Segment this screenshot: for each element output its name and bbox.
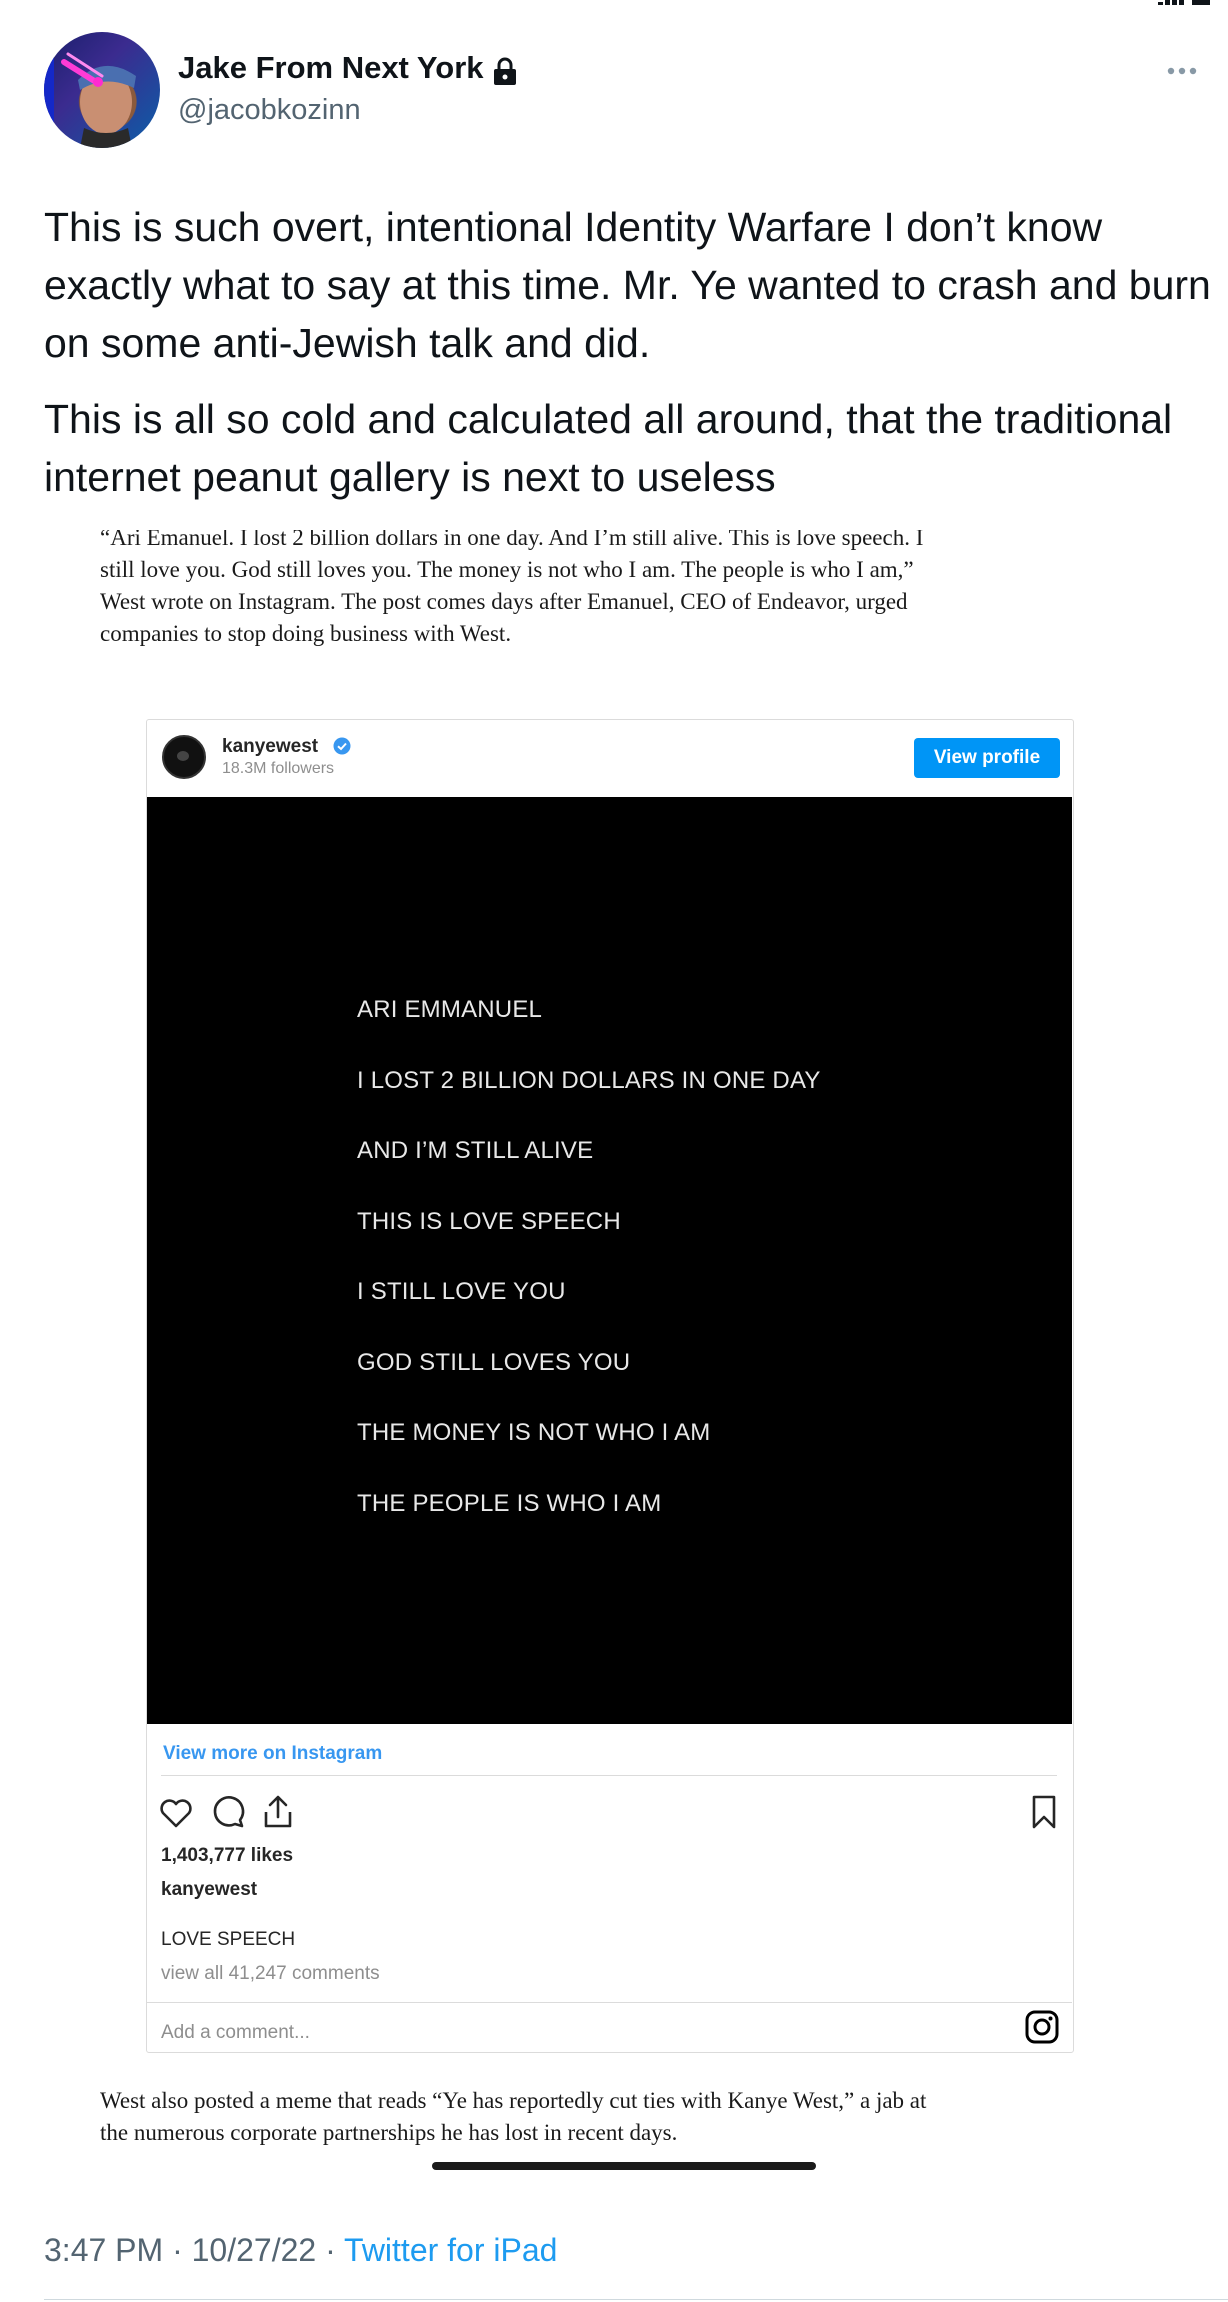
instagram-followers: 18.3M followers: [222, 760, 335, 777]
article-quote-clip: [44, 530, 1184, 700]
divider: [147, 2002, 1072, 2003]
more-options-icon[interactable]: [1166, 66, 1198, 76]
timestamp-text[interactable]: 3:47 PM · 10/27/22 ·: [44, 2232, 345, 2268]
divider: [44, 2299, 1228, 2300]
comment-icon: [209, 1793, 247, 1831]
image-text-line: I STILL LOVE YOU: [357, 1278, 566, 1305]
view-more-on-instagram-link: View more on Instagram: [163, 1743, 383, 1764]
view-profile-button: View profile: [914, 738, 1060, 778]
display-name[interactable]: Jake From Next York: [178, 50, 484, 85]
image-text-line: I LOST 2 BILLION DOLLARS IN ONE DAY: [357, 1067, 821, 1094]
view-comments-link: view all 41,247 comments: [161, 1963, 380, 1984]
home-indicator: [432, 2162, 816, 2170]
instagram-username: kanyewest: [222, 736, 319, 757]
status-bar-indicator: [1158, 0, 1218, 6]
instagram-embed: [146, 719, 1074, 2053]
instagram-post-image: [147, 797, 1072, 1724]
tweet-text-paragraph: This is all so cold and calculated all around, that the traditional internet peanut gallery is next to useless: [44, 396, 1173, 500]
attached-article-image[interactable]: [44, 530, 1184, 2180]
caption-username: kanyewest: [161, 1879, 258, 1900]
image-text-line: ARI EMMANUEL: [357, 996, 543, 1023]
tweet-timestamp: [44, 2232, 557, 2269]
user-handle[interactable]: @jacobkozinn: [178, 94, 361, 126]
image-text-line: THIS IS LOVE SPEECH: [357, 1208, 621, 1235]
image-text-line: GOD STILL LOVES YOU: [357, 1349, 631, 1376]
share-icon: [259, 1793, 297, 1831]
image-text-line: THE PEOPLE IS WHO I AM: [357, 1490, 662, 1517]
article-paragraph: West also posted a meme that reads “Ye has reportedly cut ties with Kanye West,” a jab at the numerous corporate partnerships he has lost in recent days.: [100, 2088, 927, 2145]
lock-icon: [491, 56, 519, 86]
add-comment-field: Add a comment...: [161, 2022, 310, 2043]
instagram-logo-icon: [1025, 2010, 1059, 2044]
article-quote: “Ari Emanuel. I lost 2 billion dollars in one day. And I’m still alive. This is love speech. I still love you. God still loves you. The money is not who I am. The people is who I am,” West wrote on Instagram. The post comes days after Emanuel, CEO of Endeavor, urged companies to stop doing business with West.: [100, 530, 924, 646]
tweet-text-paragraph: This is such overt, intentional Identity Warfare I don’t know exactly what to say at this time. Mr. Ye wanted to crash and burn on some anti-Jewish talk and did.: [44, 204, 1211, 366]
bookmark-icon: [1025, 1793, 1063, 1831]
instagram-avatar: [162, 735, 206, 779]
divider: [161, 1775, 1057, 1776]
image-text-line: AND I’M STILL ALIVE: [357, 1137, 594, 1164]
caption-text: LOVE SPEECH: [161, 1929, 296, 1950]
verified-badge-icon: [333, 737, 351, 755]
avatar[interactable]: [44, 32, 160, 148]
likes-count: 1,403,777 likes: [161, 1845, 294, 1866]
tweet-source-link[interactable]: Twitter for iPad: [344, 2232, 558, 2268]
image-text-line: THE MONEY IS NOT WHO I AM: [357, 1419, 711, 1446]
heart-icon: [157, 1793, 195, 1831]
